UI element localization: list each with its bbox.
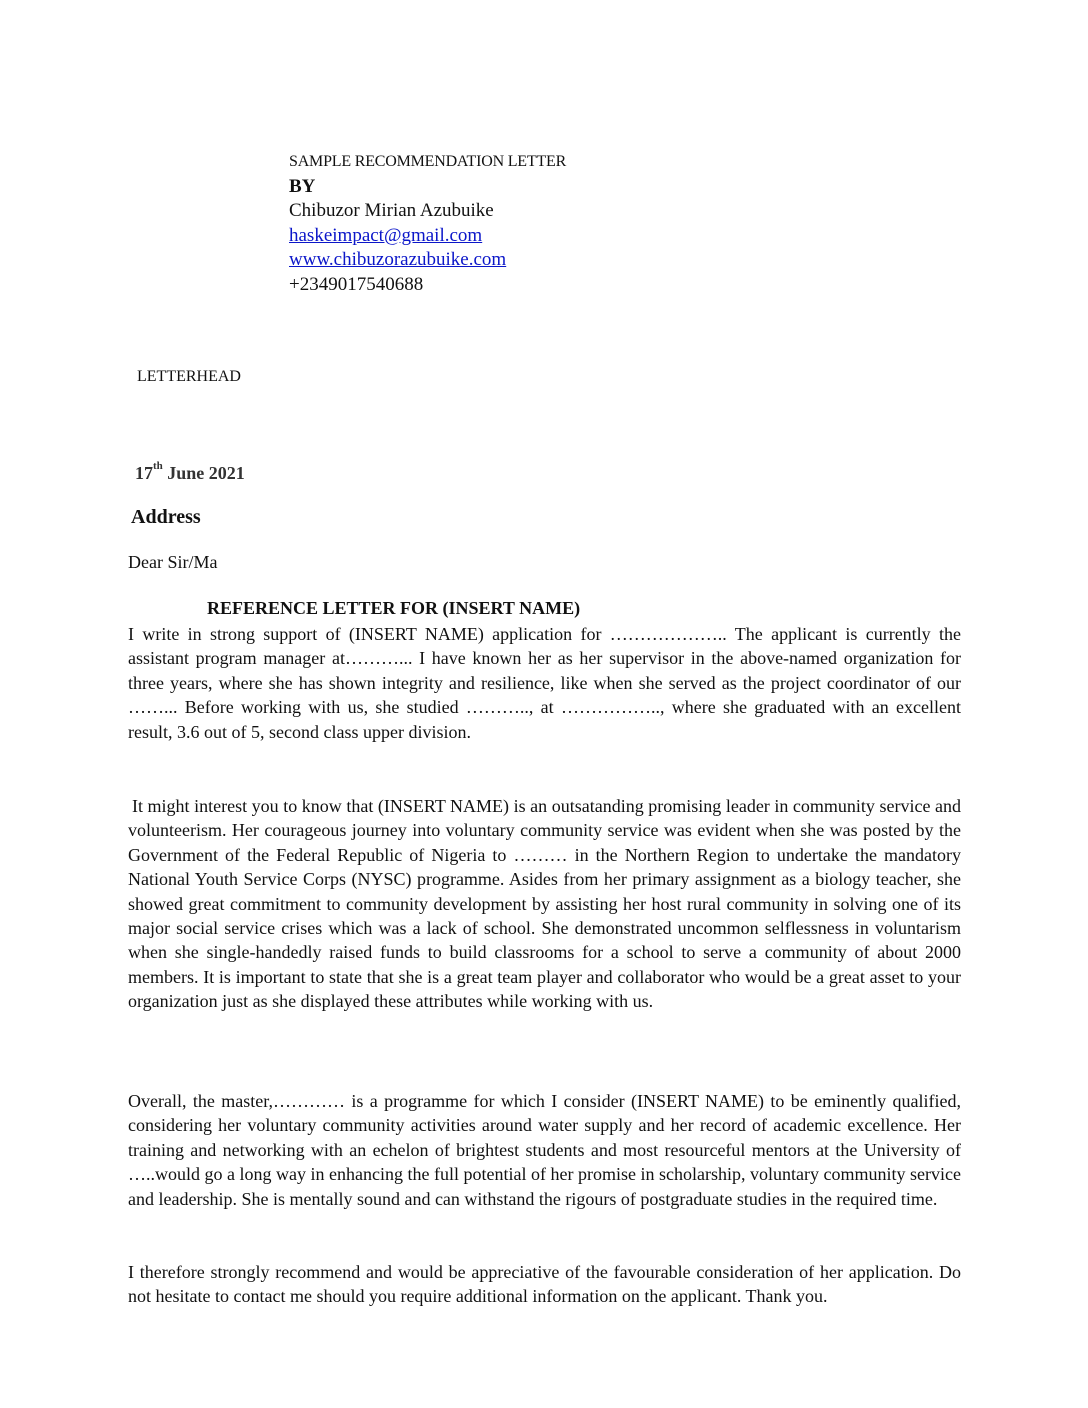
address-label: Address — [131, 506, 201, 528]
letter-header — [289, 150, 566, 297]
reference-heading: REFERENCE LETTER FOR (INSERT NAME) — [207, 598, 581, 618]
phone-number: +2349017540688 — [289, 273, 424, 295]
email-link[interactable]: haskeimpact@gmail.com — [289, 224, 483, 246]
document-title: SAMPLE RECOMMENDATION LETTER — [289, 153, 567, 170]
by-label: BY — [289, 175, 316, 197]
body-paragraph-1: I write in strong support of (INSERT NAME) application for ……………….. The applicant is currently the assistant program manager at………... I have known her as her supervisor in the above-named organization for three years, where she has shown integrity and resilience, like when she served as the project coordinator of our ……... Before working with us, she studied ……….., at …………….., where she graduated with an excellent result, 3.6 out of 5, second class upper division. — [128, 624, 961, 742]
salutation: Dear Sir/Ma — [128, 552, 218, 572]
date-day: 17 — [135, 463, 153, 483]
date-suffix: th — [153, 460, 163, 472]
letterhead-placeholder: LETTERHEAD — [137, 368, 241, 385]
body-paragraph-4: I therefore strongly recommend and would be appreciative of the favourable consideration of her application. Do not hesitate to contact me should you require additional information on the applicant. Thank you. — [128, 1262, 961, 1307]
letter-date — [135, 460, 245, 484]
body-paragraph-3: Overall, the master,………… is a programme for which I consider (INSERT NAME) to be eminently qualified, considering her voluntary community activities around water supply and her record of academic excellence. Her training and networking with an echelon of brightest students and most resourceful mentors at the University of …..would go a long way in enhancing the full potential of her promise in scholarship, voluntary community service and leadership. She is mentally sound and can withstand the rigours of postgraduate studies in the required time. — [128, 1091, 961, 1209]
website-link[interactable]: www.chibuzorazubuike.com — [289, 249, 507, 270]
date-rest: June 2021 — [162, 463, 245, 483]
body-paragraph-2: It might interest you to know that (INSERT NAME) is an outsatanding promising leader in community service and volunteerism. Her courageous journey into voluntary community service was evident when she was posted by the Government of the Federal Republic of Nigeria to ……… in the Northern Region to undertake the mandatory National Youth Service Corps (NYSC) programme. Asides from her primary assignment as a biology teacher, she showed great commitment to community development by assisting her host rural community in solving one of its major social service crises which was a lack of school. She demonstrated uncommon selflessness in voluntarism when she single-handedly raised funds to build classrooms for a school to serve a community of about 2000 members. It is important to state that she is a great team player and collaborator who would be a great asset to your organization just as she displayed these attributes while working with us. — [128, 796, 961, 1012]
author-name: Chibuzor Mirian Azubuike — [289, 200, 494, 221]
